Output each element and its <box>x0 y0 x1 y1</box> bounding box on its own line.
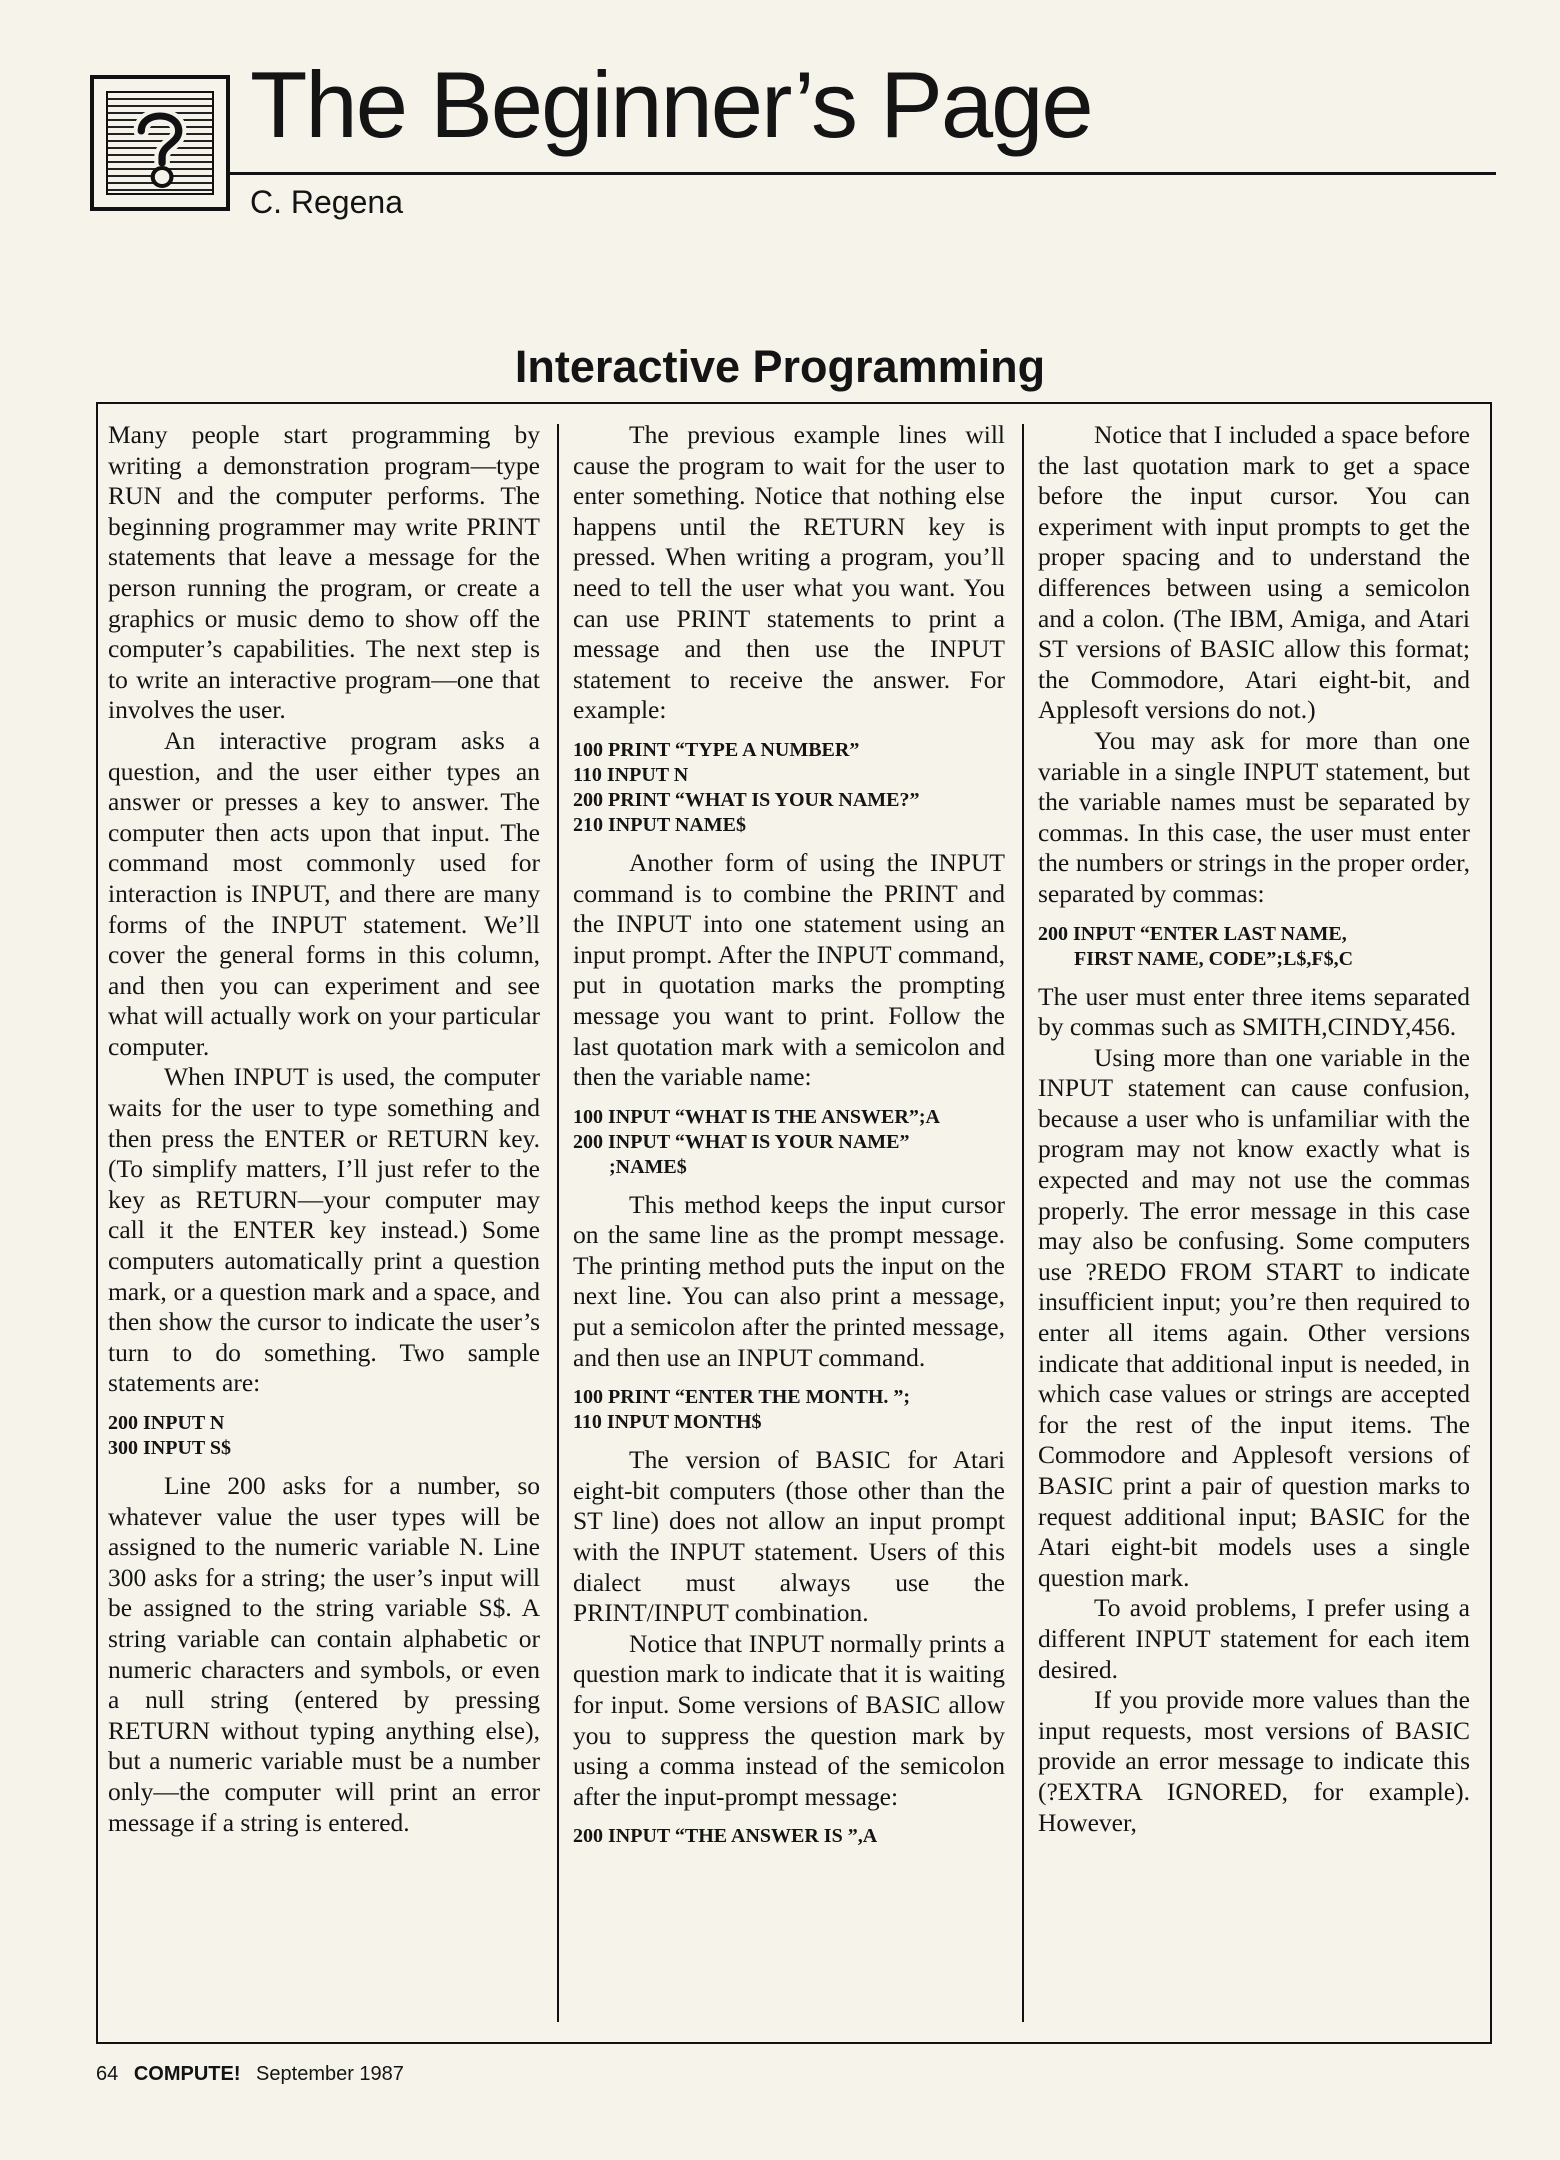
paragraph: You may ask for more than one variable in a single INPUT statement, but the variable names must be separated by commas. In this case, the user must enter the numbers or strings in the proper order, separated by commas: <box>1038 725 1470 908</box>
paragraph: To avoid problems, I prefer using a different INPUT statement for each item desired. <box>1038 1593 1470 1684</box>
paragraph: Notice that I included a space before the last quotation mark to get a space before the input cursor. You can experiment with input prompts to get the proper spacing and to understand the differences between using a semicolon and a colon. (The IBM, Amiga, and Atari ST versions of BASIC allow this format; the Commodore, Atari eight-bit, and Applesoft versions do not.) <box>1038 420 1470 725</box>
issue-date: September 1987 <box>256 2063 404 2085</box>
paragraph: This method keeps the input cursor on the same line as the prompt message. The printing method puts the input on the next line. You can also print a message, put a semicolon after the printed message, and then use an INPUT command. <box>573 1189 1005 1372</box>
page-number: 64 <box>96 2063 119 2085</box>
code-listing <box>573 1105 1005 1180</box>
question-mark-icon <box>90 75 230 211</box>
paragraph: The user must enter three items separated by commas such as SMITH,CINDY,456. <box>1038 981 1470 1042</box>
column-rule <box>557 424 559 2022</box>
article-column-3 <box>1038 420 1470 2036</box>
code-line: 210 INPUT NAME$ <box>573 813 746 836</box>
code-line: 200 INPUT “ENTER LAST NAME, <box>1038 922 1347 945</box>
article-column-1 <box>108 420 540 2036</box>
code-listing <box>573 1824 1005 1849</box>
code-line: FIRST NAME, CODE”;L$,F$,C <box>1074 947 1354 970</box>
page-footer <box>96 2063 414 2086</box>
paragraph: When INPUT is used, the computer waits for the user to type something and then press the ENTER or RETURN key. (To simplify matters, I’ll just refer to the key as RETURN—your computer may call it the ENTER key instead.) Some computers automatically print a question mark, or a question mark and a space, and then show the cursor to indicate the user’s turn to do something. Two sample statements are: <box>108 1062 540 1398</box>
code-listing <box>108 1411 540 1461</box>
code-line: ;NAME$ <box>609 1155 687 1178</box>
code-listing <box>573 1385 1005 1435</box>
column-rule <box>1022 424 1024 2022</box>
code-line: 200 PRINT “WHAT IS YOUR NAME?” <box>573 788 920 811</box>
author-byline: C. Regena <box>250 184 403 220</box>
code-line: 100 INPUT “WHAT IS THE ANSWER”;A <box>573 1105 940 1128</box>
code-line: 100 PRINT “TYPE A NUMBER” <box>573 738 860 761</box>
paragraph: Many people start programming by writing a demonstration program—type RUN and the computer performs. The beginning programmer may write PRINT statements that leave a message for the person running the program, or create a graphics or music demo to show off the computer’s capabilities. The next step is to write an interactive program—one that involves the user. <box>108 420 540 725</box>
code-line: 200 INPUT “THE ANSWER IS ”,A <box>573 1825 878 1848</box>
paragraph: The version of BASIC for Atari eight-bit computers (those other than the ST line) does not allow an input prompt with the INPUT statement. Users of this dialect must always use the PRINT/INPUT combination. <box>573 1445 1005 1628</box>
code-line: 100 PRINT “ENTER THE MONTH. ”; <box>573 1386 911 1409</box>
paragraph: An interactive program asks a question, and the user either types an answer or presses a key to answer. The computer then acts upon that input. The command most commonly used for interaction is INPUT, and there are many forms of the INPUT statement. We’ll cover the general forms in this column, and then you can experiment and see what will actually work on your particular computer. <box>108 725 540 1061</box>
page-title: The Beginner’s Page <box>250 52 1092 157</box>
paragraph: If you provide more values than the input requests, most versions of BASIC provide an error message to indicate this (?EXTRA IGNORED, for example). However, <box>1038 1685 1470 1837</box>
paragraph: Notice that INPUT normally prints a question mark to indicate that it is waiting for input. Some versions of BASIC allow you to suppress the question mark by using a comma instead of the semicolon after the input-prompt message: <box>573 1628 1005 1811</box>
code-line: 200 INPUT N <box>108 1412 225 1434</box>
code-listing <box>573 738 1005 838</box>
code-line: 200 INPUT “WHAT IS YOUR NAME” <box>573 1130 910 1153</box>
header-rule <box>230 172 1496 175</box>
code-line: 110 INPUT N <box>573 763 689 786</box>
paragraph: The previous example lines will cause the program to wait for the user to enter something. Notice that nothing else happens until the RETURN key is pressed. When writing a program, you’ll need to tell the user what you want. You can use PRINT statements to print a message and then use the INPUT statement to receive the answer. For example: <box>573 420 1005 725</box>
paragraph: Another form of using the INPUT command is to combine the PRINT and the INPUT into one statement using an input prompt. After the INPUT command, put in quotation marks the prompting message you want to print. Follow the last quotation mark with a semicolon and then the variable name: <box>573 847 1005 1092</box>
paragraph: Using more than one variable in the INPUT statement can cause confusion, because a user who is unfamiliar with the program may not know exactly what is expected and may not use the commas properly. The error message in this case may also be confusing. Some computers use ?REDO FROM START to indicate insufficient input; you’re then required to enter all items again. Other versions indicate that additional input is needed, in which case values or strings are accepted for the rest of the input items. The Commodore and Applesoft versions of BASIC print a pair of question marks to request additional input; BASIC for the Atari eight-bit models uses a single question mark. <box>1038 1042 1470 1592</box>
magazine-name: COMPUTE! <box>133 2063 241 2085</box>
paragraph: Line 200 asks for a number, so whatever value the user types will be assigned to the numeric variable N. Line 300 asks for a string; the user’s input will be assigned to the string variable S$. A string variable can contain alphabetic or numeric characters and symbols, or even a null string (entered by pressing RETURN without typing anything else), but a numeric variable must be a number only—the computer will print an error message if a string is entered. <box>108 1471 540 1837</box>
article-column-2 <box>573 420 1005 2036</box>
code-line: 300 INPUT S$ <box>108 1437 231 1459</box>
code-listing <box>1038 922 1470 972</box>
article-title: Interactive Programming <box>514 341 1046 392</box>
code-line: 110 INPUT MONTH$ <box>573 1411 762 1434</box>
